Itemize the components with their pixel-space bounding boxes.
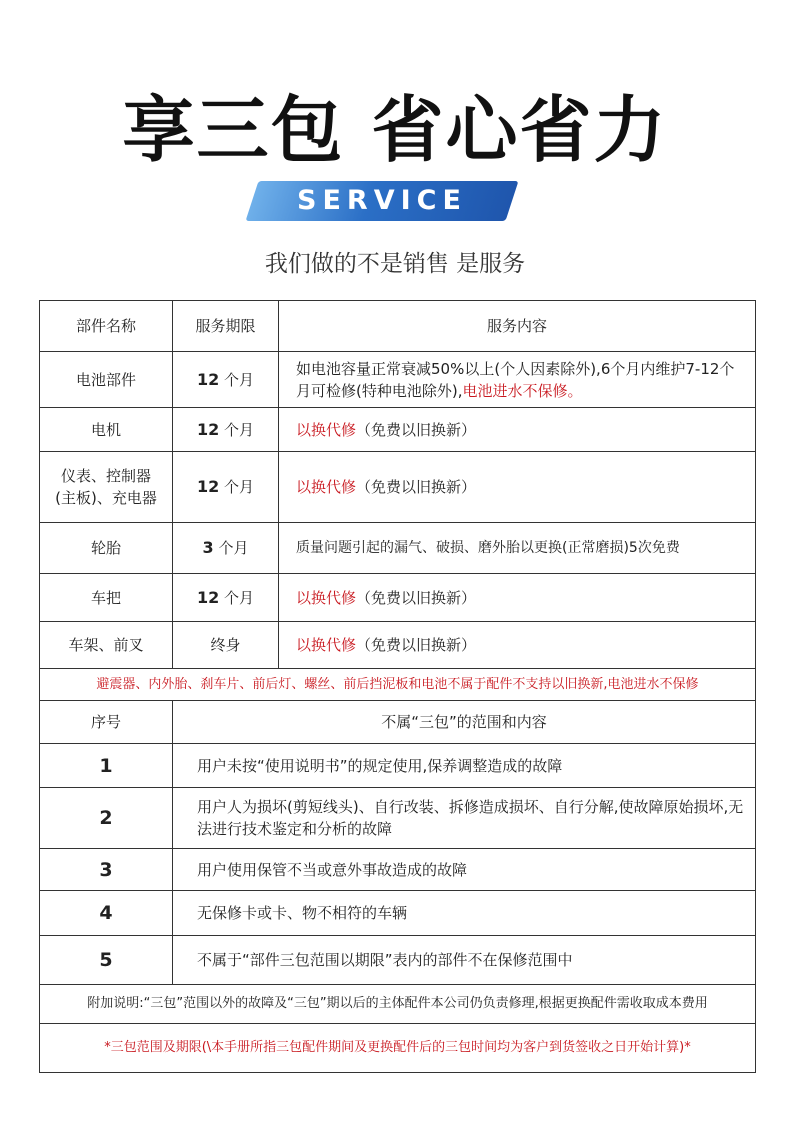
table-row	[40, 408, 756, 452]
service-content	[279, 352, 756, 408]
page-title: 享三包 省心省力	[122, 88, 668, 172]
header-part-name: 部件名称	[40, 301, 173, 352]
content-text: 如电池容量正常衰减50%以上(个人因素除外),6个月内维护7-12个月可检修(特种电池除外),	[296, 359, 735, 400]
row-number: 3	[40, 849, 173, 891]
table-row	[40, 352, 756, 408]
period-number: 12	[196, 369, 220, 389]
exclusion-text: 用户使用保管不当或意外事故造成的故障	[173, 849, 756, 891]
part-name: 车架、前叉	[40, 622, 173, 669]
service-content	[279, 622, 756, 669]
row-number: 1	[40, 744, 173, 788]
warranty-period-note: *三包范围及期限(\本手册所指三包配件期间及更换配件后的三包时间均为客户到货签收之日开始计算)*	[40, 1024, 756, 1073]
content-warning: 电池进水不保修。	[462, 381, 583, 400]
row-number: 5	[40, 936, 173, 985]
table-row	[40, 622, 756, 669]
table-row	[40, 849, 756, 891]
exclusion-header-row	[40, 701, 756, 744]
content-note: （免费以旧换新）	[356, 588, 477, 607]
service-period	[173, 352, 279, 408]
table-row	[40, 788, 756, 849]
period-number: 12	[196, 477, 220, 496]
part-name: 电机	[40, 408, 173, 452]
content-note: （免费以旧换新）	[356, 636, 477, 654]
service-badge: SERVICE	[297, 185, 467, 216]
content-replace: 以换代修	[296, 636, 357, 654]
table-row	[40, 452, 756, 523]
period-number: 12	[196, 587, 220, 607]
service-content: 质量问题引起的漏气、破损、磨外胎以更换(正常磨损)5次免费	[279, 523, 756, 574]
period-unit: 终身	[210, 636, 241, 654]
service-content	[279, 574, 756, 622]
table-row	[40, 523, 756, 574]
exclusion-note-row	[40, 669, 756, 701]
header-number: 序号	[40, 701, 173, 744]
service-period	[173, 408, 279, 452]
content-note: （免费以旧换新）	[356, 478, 477, 496]
service-period	[173, 523, 279, 574]
part-name: 车把	[40, 574, 173, 622]
header-service-period: 服务期限	[173, 301, 279, 352]
exclusion-text: 不属于“部件三包范围以期限”表内的部件不在保修范围中	[173, 936, 756, 985]
service-period	[173, 452, 279, 523]
service-period	[173, 622, 279, 669]
period-unit: 个月	[224, 370, 255, 389]
service-content	[279, 452, 756, 523]
content-replace: 以换代修	[296, 478, 357, 496]
content-replace: 以换代修	[296, 420, 357, 439]
exclusion-text: 用户人为损坏(剪短线头)、自行改装、拆修造成损坏、自行分解,使故障原始损坏,无法进行技术鉴定和分析的故障	[173, 788, 756, 849]
service-period	[173, 574, 279, 622]
table-row	[40, 574, 756, 622]
row-number: 4	[40, 891, 173, 936]
service-header-row	[40, 301, 756, 352]
warranty-note-row	[40, 1024, 756, 1073]
table-row	[40, 744, 756, 788]
content-note: （免费以旧换新）	[356, 420, 477, 439]
page-subtitle: 我们做的不是销售 是服务	[264, 251, 526, 277]
warranty-table	[39, 300, 756, 1073]
part-name: 电池部件	[40, 352, 173, 408]
period-unit: 个月	[224, 420, 255, 439]
row-number: 2	[40, 788, 173, 849]
part-name: 轮胎	[40, 523, 173, 574]
header-exclusion-scope: 不属“三包”的范围和内容	[173, 701, 756, 744]
table-row	[40, 891, 756, 936]
header-service-content: 服务内容	[279, 301, 756, 352]
appendix-row	[40, 985, 756, 1024]
exclusion-text: 无保修卡或卡、物不相符的车辆	[173, 891, 756, 936]
part-name: 仪表、控制器(主板)、充电器	[40, 452, 173, 523]
period-unit: 个月	[224, 588, 255, 607]
period-unit: 个月	[224, 478, 255, 496]
appendix-note: 附加说明:“三包”范围以外的故障及“三包”期以后的主体配件本公司仍负责修理,根据更换配件需收取成本费用	[40, 985, 756, 1024]
period-unit: 个月	[218, 539, 249, 557]
table-row	[40, 936, 756, 985]
period-number: 3	[202, 538, 214, 557]
period-number: 12	[196, 419, 220, 439]
service-content	[279, 408, 756, 452]
exclusion-text: 用户未按“使用说明书”的规定使用,保养调整造成的故障	[173, 744, 756, 788]
exclusion-note: 避震器、内外胎、刹车片、前后灯、螺丝、前后挡泥板和电池不属于配件不支持以旧换新,电池进水不保修	[40, 669, 756, 701]
content-replace: 以换代修	[296, 588, 357, 607]
